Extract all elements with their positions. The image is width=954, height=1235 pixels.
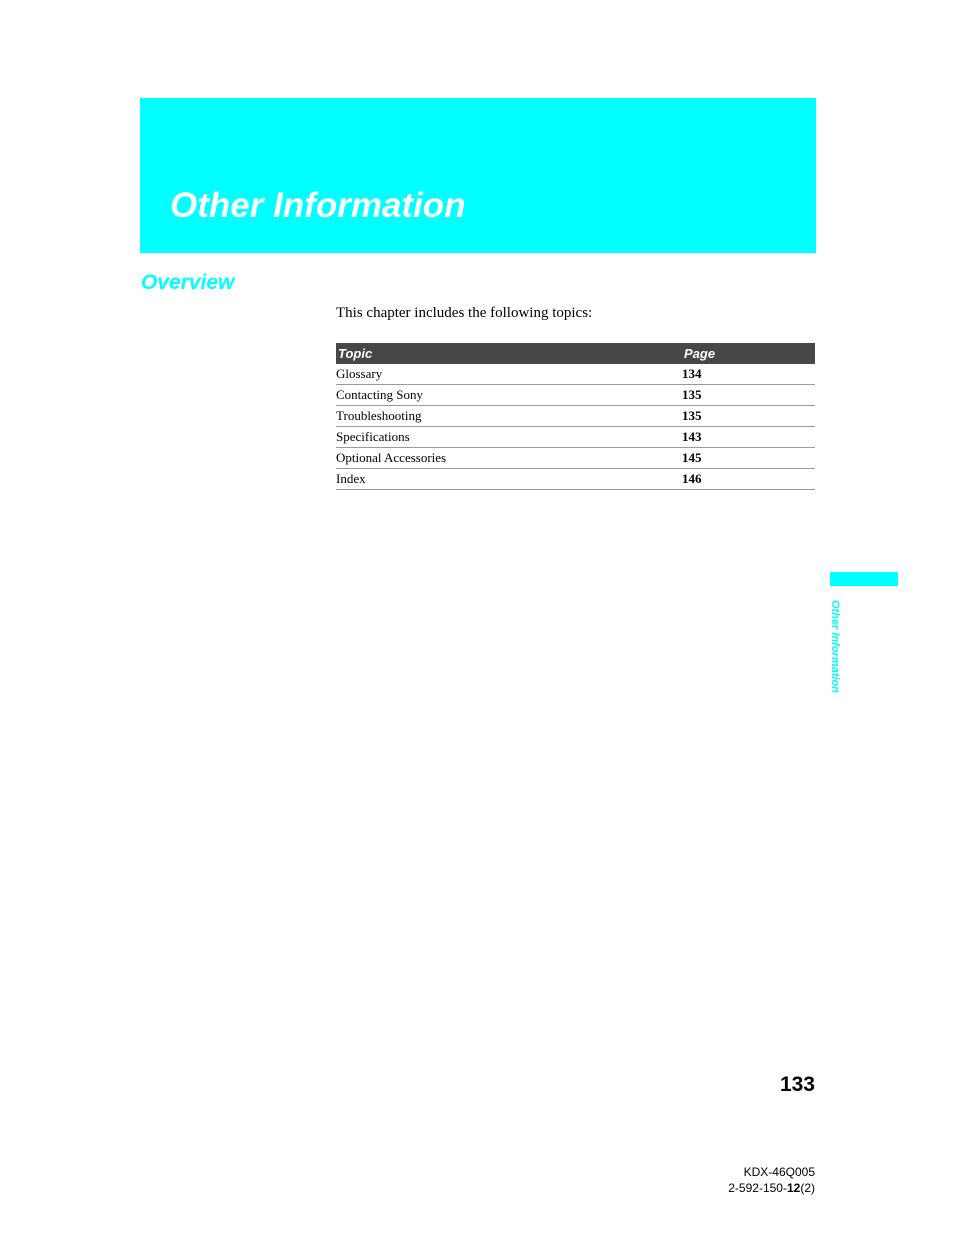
footer-code: [728, 1164, 815, 1196]
page-column-header: Page: [682, 343, 815, 364]
table-row: [336, 406, 815, 427]
part-code-bold: 12: [786, 1181, 801, 1195]
topic-cell: Contacting Sony: [336, 385, 682, 406]
topic-cell: Glossary: [336, 364, 682, 385]
part-code-suffix: (2): [800, 1181, 815, 1195]
topic-cell: Troubleshooting: [336, 406, 682, 427]
table-row: [336, 385, 815, 406]
chapter-banner: [140, 98, 816, 253]
page-cell: 146: [682, 469, 815, 490]
page-cell: 145: [682, 448, 815, 469]
intro-text: This chapter includes the following topics:: [336, 305, 593, 321]
part-code-prefix: 2-592-150-: [728, 1181, 787, 1195]
chapter-side-label: Other Information: [829, 600, 841, 693]
chapter-title: Other Information: [170, 186, 466, 225]
table-row: [336, 364, 815, 385]
page-number: 133: [779, 1073, 815, 1096]
topic-cell: Specifications: [336, 427, 682, 448]
page-cell: 135: [682, 385, 815, 406]
page-cell: 134: [682, 364, 815, 385]
section-heading: Overview: [141, 271, 235, 294]
topics-table: [336, 343, 815, 490]
table-header-row: [336, 343, 815, 364]
table-row: [336, 427, 815, 448]
topic-column-header: Topic: [336, 343, 682, 364]
model-number: KDX-46Q005: [743, 1165, 815, 1179]
table-row: [336, 448, 815, 469]
page-cell: 143: [682, 427, 815, 448]
page-cell: 135: [682, 406, 815, 427]
table-row: [336, 469, 815, 490]
topic-cell: Index: [336, 469, 682, 490]
topic-cell: Optional Accessories: [336, 448, 682, 469]
chapter-side-tab: [830, 572, 898, 586]
